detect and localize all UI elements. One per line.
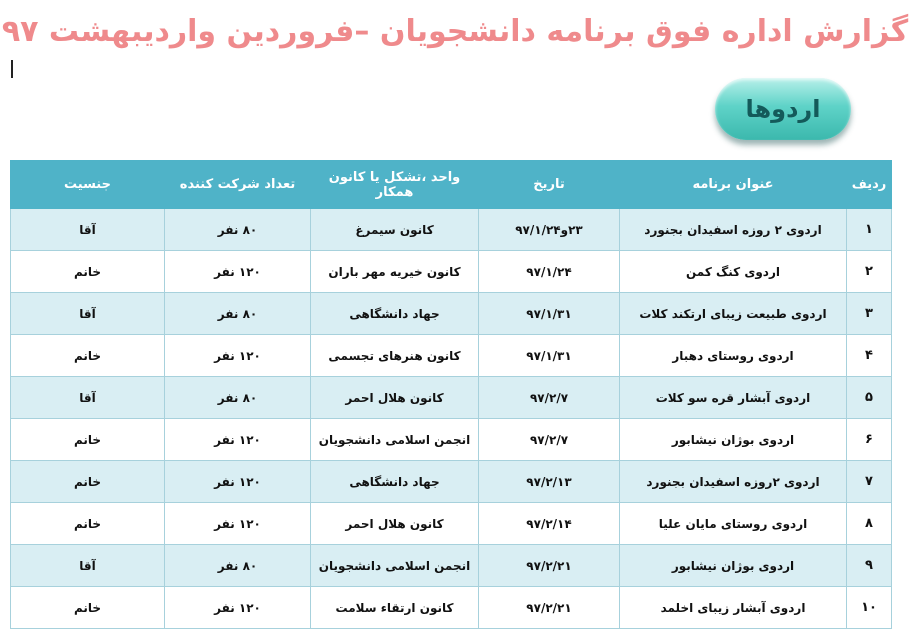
cell-gender: خانم <box>11 335 165 377</box>
column-header-date: تاریخ <box>479 161 620 209</box>
cell-index: ۹ <box>847 545 892 587</box>
cell-title: اردوی ۲ روزه اسفیدان بجنورد <box>620 209 847 251</box>
table-row <box>11 251 892 293</box>
cell-index: ۶ <box>847 419 892 461</box>
section-badge: اردوها <box>715 78 851 140</box>
cell-index: ۳ <box>847 293 892 335</box>
cell-participants: ۱۲۰ نفر <box>165 461 311 503</box>
table-row <box>11 209 892 251</box>
cell-participants: ۱۲۰ نفر <box>165 503 311 545</box>
page-title: گزارش اداره فوق برنامه دانشجویان –فروردین واردیبهشت ۹۷ <box>1 14 909 49</box>
cell-participants: ۸۰ نفر <box>165 209 311 251</box>
cell-title: اردوی بوژان نیشابور <box>620 545 847 587</box>
table-row <box>11 461 892 503</box>
cell-index: ۵ <box>847 377 892 419</box>
cell-gender: آقا <box>11 545 165 587</box>
cell-date: ۹۷/۲/۱۳ <box>479 461 620 503</box>
cell-partner: کانون هلال احمر <box>311 503 479 545</box>
column-header-index: ردیف <box>847 161 892 209</box>
cell-participants: ۱۲۰ نفر <box>165 251 311 293</box>
cell-date: ۹۷/۲/۱۴ <box>479 503 620 545</box>
section-badge-wrap <box>715 78 851 140</box>
column-header-title: عنوان برنامه <box>620 161 847 209</box>
cell-gender: خانم <box>11 461 165 503</box>
text-cursor <box>11 60 13 78</box>
cell-gender: خانم <box>11 503 165 545</box>
cell-participants: ۸۰ نفر <box>165 545 311 587</box>
cell-partner: کانون ارتقاء سلامت <box>311 587 479 629</box>
column-header-participants: تعداد شرکت کننده <box>165 161 311 209</box>
cell-title: اردوی روستای دهبار <box>620 335 847 377</box>
cell-partner: انجمن اسلامی دانشجویان <box>311 419 479 461</box>
cell-gender: خانم <box>11 419 165 461</box>
cell-title: اردوی روستای مایان علیا <box>620 503 847 545</box>
cell-gender: خانم <box>11 251 165 293</box>
cell-participants: ۱۲۰ نفر <box>165 419 311 461</box>
cell-date: ۹۷/۲/۷ <box>479 377 620 419</box>
cell-partner: انجمن اسلامی دانشجویان <box>311 545 479 587</box>
cell-title: اردوی ۲روزه اسفیدان بجنورد <box>620 461 847 503</box>
table-row <box>11 335 892 377</box>
cell-partner: کانون خیریه مهر باران <box>311 251 479 293</box>
cell-title: اردوی طبیعت زیبای ارتکند کلات <box>620 293 847 335</box>
table-row <box>11 503 892 545</box>
cell-date: ۹۷/۱/۳۱ <box>479 335 620 377</box>
table-row <box>11 293 892 335</box>
cell-title: اردوی آبشار قره سو کلات <box>620 377 847 419</box>
cell-date: ۹۷/۱/۲۴ <box>479 251 620 293</box>
cell-participants: ۱۲۰ نفر <box>165 335 311 377</box>
cell-date: ۹۷/۲/۲۱ <box>479 587 620 629</box>
table-row <box>11 545 892 587</box>
cell-index: ۷ <box>847 461 892 503</box>
cell-participants: ۱۲۰ نفر <box>165 587 311 629</box>
column-header-partner: واحد ،تشکل یا کانون همکار <box>311 161 479 209</box>
cell-participants: ۸۰ نفر <box>165 293 311 335</box>
table-header-row <box>11 161 892 209</box>
cell-partner: کانون هلال احمر <box>311 377 479 419</box>
cell-date: ۹۷/۲/۷ <box>479 419 620 461</box>
cell-title: اردوی بوژان نیشابور <box>620 419 847 461</box>
cell-index: ۸ <box>847 503 892 545</box>
cell-date: ۲۳و۹۷/۱/۲۴ <box>479 209 620 251</box>
cell-partner: کانون سیمرغ <box>311 209 479 251</box>
cell-partner: کانون هنرهای تجسمی <box>311 335 479 377</box>
cell-date: ۹۷/۱/۳۱ <box>479 293 620 335</box>
table-row <box>11 377 892 419</box>
cell-index: ۱۰ <box>847 587 892 629</box>
camps-table <box>10 160 892 629</box>
column-header-gender: جنسیت <box>11 161 165 209</box>
table-row <box>11 419 892 461</box>
cell-gender: خانم <box>11 587 165 629</box>
cell-index: ۴ <box>847 335 892 377</box>
cell-participants: ۸۰ نفر <box>165 377 311 419</box>
cell-date: ۹۷/۲/۲۱ <box>479 545 620 587</box>
cell-partner: جهاد دانشگاهی <box>311 293 479 335</box>
cell-gender: آقا <box>11 377 165 419</box>
cell-gender: آقا <box>11 209 165 251</box>
cell-partner: جهاد دانشگاهی <box>311 461 479 503</box>
cell-gender: آقا <box>11 293 165 335</box>
cell-title: اردوی آبشار زیبای اخلمد <box>620 587 847 629</box>
table-row <box>11 587 892 629</box>
cell-index: ۱ <box>847 209 892 251</box>
cell-title: اردوی کنگ کمن <box>620 251 847 293</box>
cell-index: ۲ <box>847 251 892 293</box>
